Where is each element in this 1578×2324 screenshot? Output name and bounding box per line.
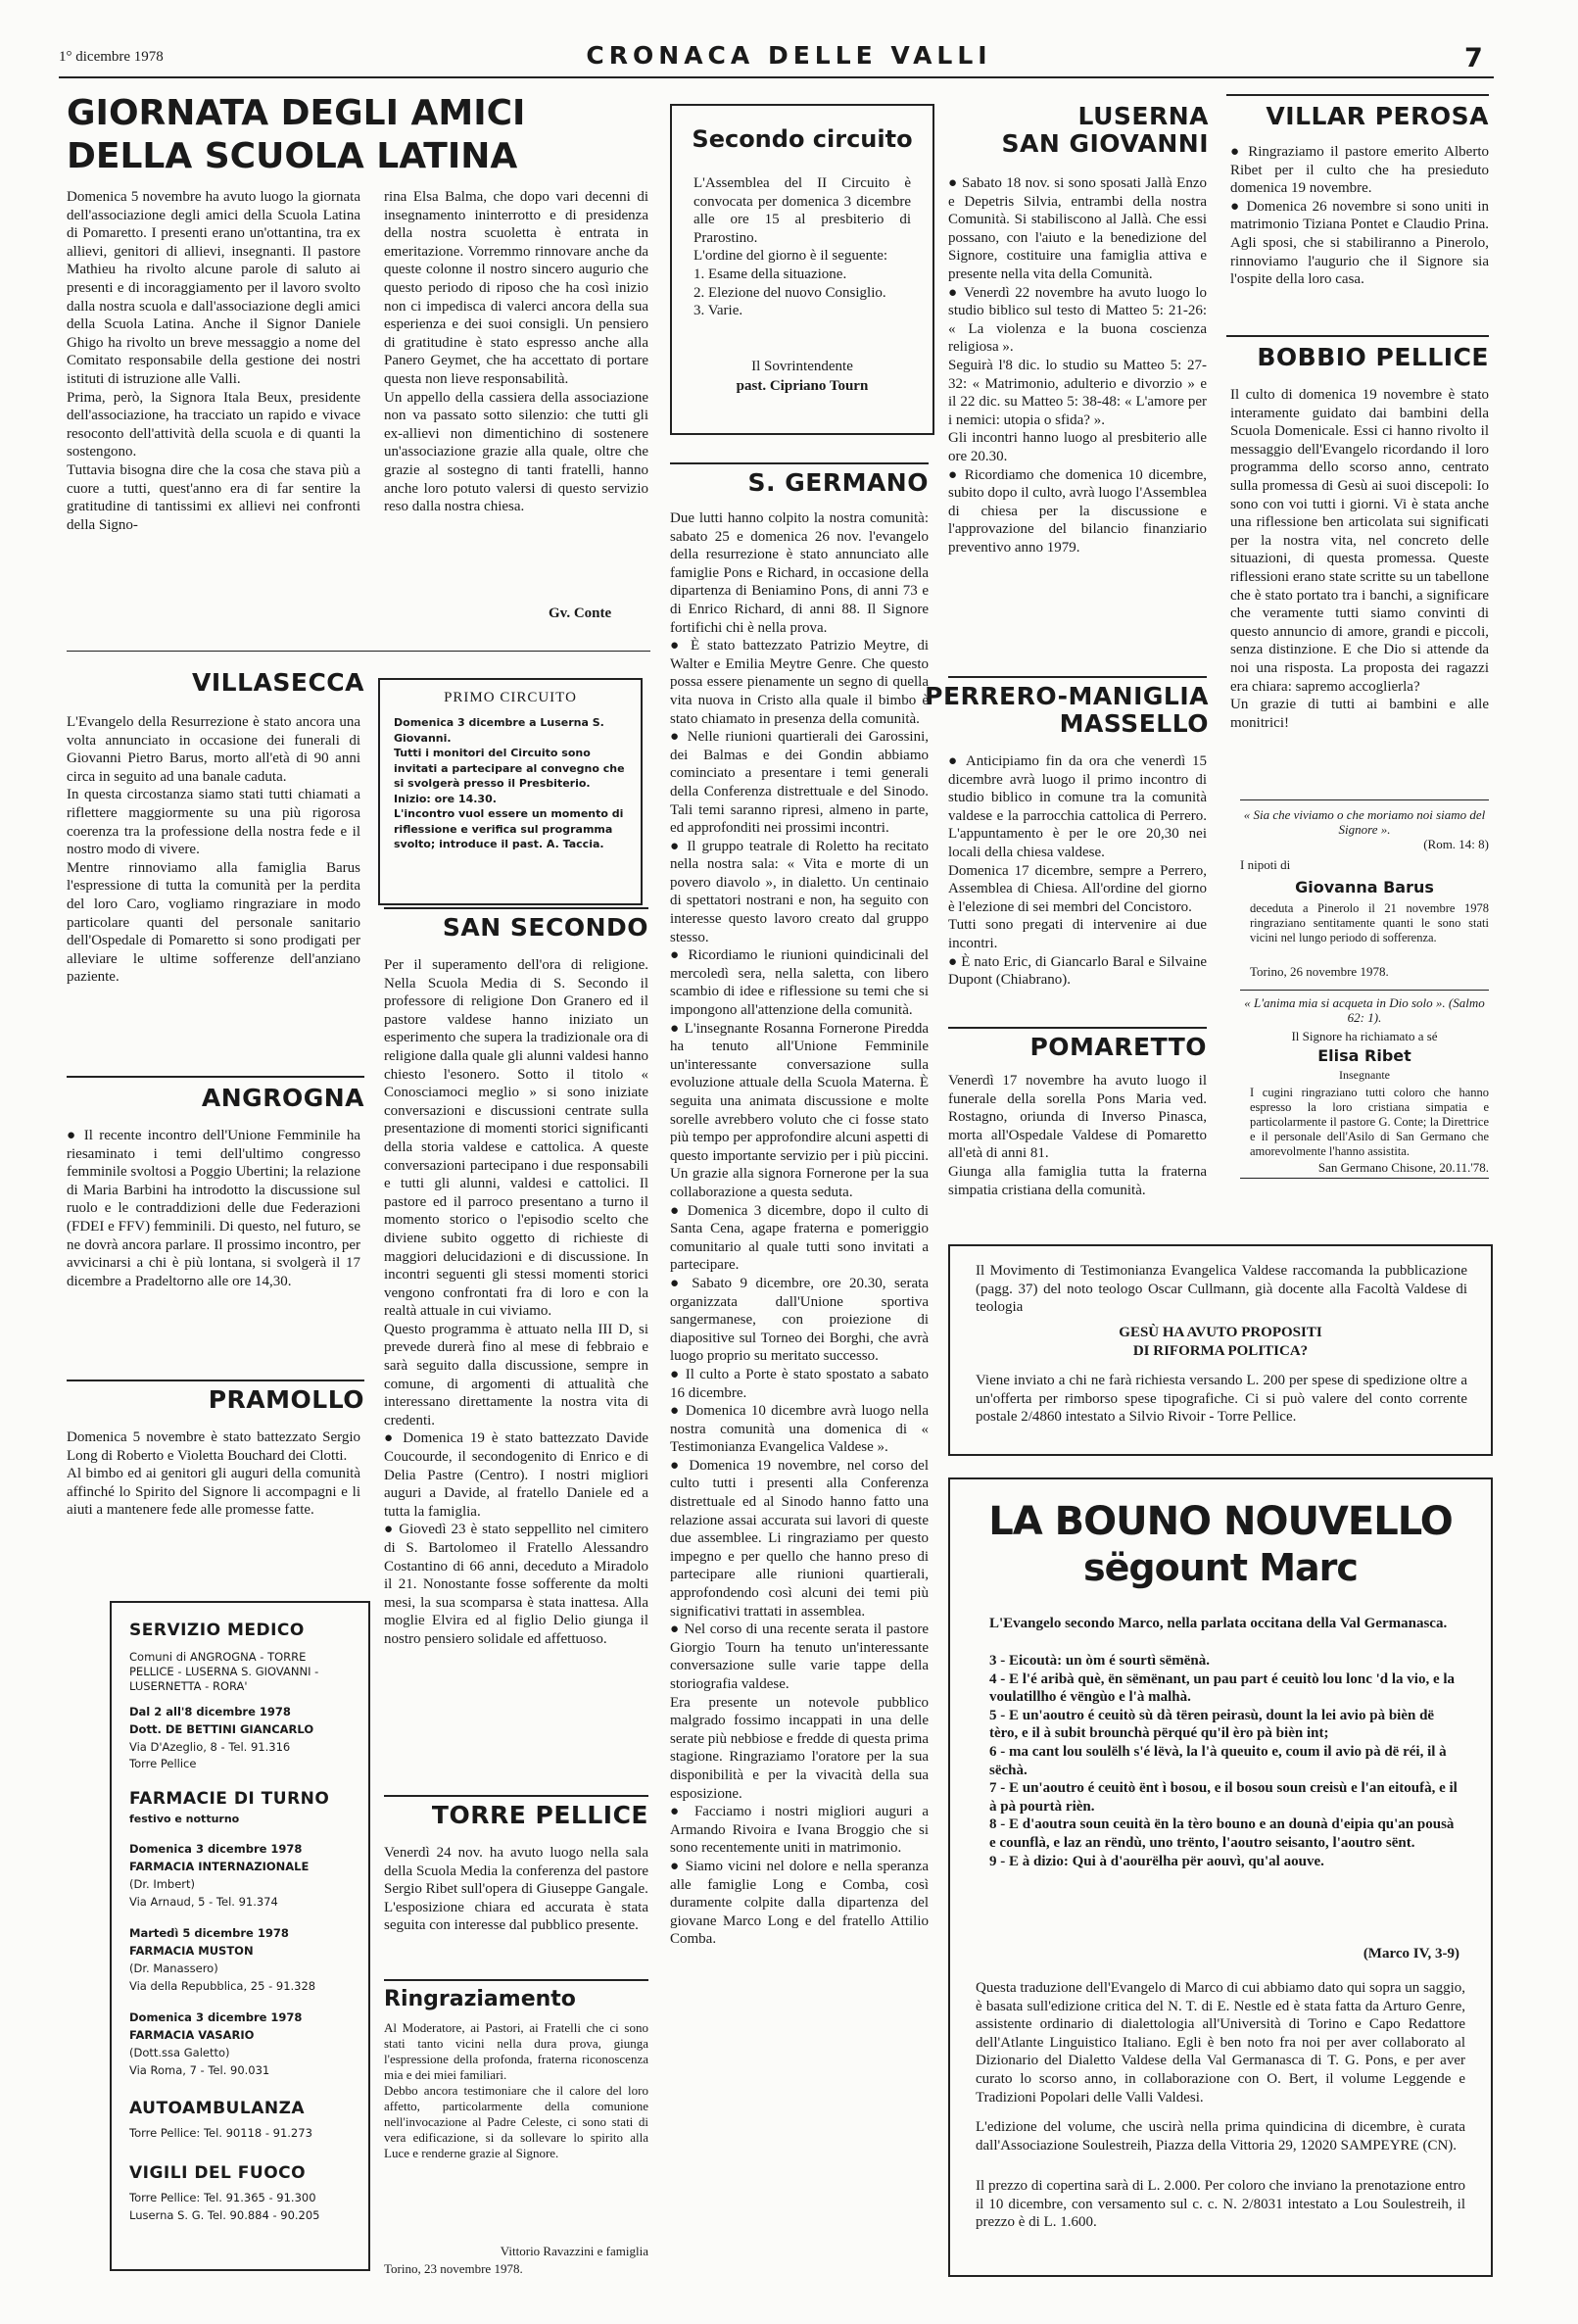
vigili-line-1: Torre Pellice: Tel. 91.365 - 91.300 bbox=[129, 2191, 316, 2204]
primo-circuito-box bbox=[378, 678, 643, 905]
servizio-comuni: Comuni di ANGROGNA - TORRE PELLICE - LUSERNA S. GIOVANNI - LUSERNETTA - RORA' bbox=[129, 1650, 319, 1693]
pramollo-text: Domenica 5 novembre è stato battezzato Sergio Long di Roberto e Violetta Bouchard dei Clotti. Al bimbo ed ai genitori gli auguri della comunità affinché lo Spirito del Signore li accompagni e li aiuti a mantenere fede alle promesse fatte. bbox=[67, 1429, 360, 1519]
perrero-title-1: PERRERO-MANIGLIA bbox=[925, 682, 1209, 710]
primo-circuito-title: PRIMO CIRCUITO bbox=[444, 690, 577, 705]
page-number: 7 bbox=[1464, 43, 1483, 73]
secondo-circuito-title: Secondo circuito bbox=[692, 125, 913, 153]
farm2-date: Martedì 5 dicembre 1978 bbox=[129, 1926, 289, 1940]
villar-title: VILLAR PEROSA bbox=[1266, 102, 1489, 130]
secondo-circuito-sign1: Il Sovrintendente bbox=[751, 359, 853, 374]
latina-bottom-rule bbox=[67, 651, 650, 652]
obit2-text: I cugini ringraziano tutti coloro che hanno espresso la loro cristiana simpatia e particolarmente il pastore G. Conte; la Direttrice e il personale dell'Asilo di San Germano che amorevolmente l'hanno assistita. bbox=[1250, 1086, 1489, 1158]
ringraziamento-title: Ringraziamento bbox=[384, 1987, 576, 2011]
obit1-ref: (Rom. 14: 8) bbox=[1423, 837, 1489, 851]
ringraziamento-rule bbox=[384, 1979, 648, 1981]
obit2-name: Elisa Ribet bbox=[1317, 1046, 1411, 1065]
angrogna-rule bbox=[67, 1076, 364, 1078]
germano-rule bbox=[670, 462, 929, 464]
ringraziamento-text: Al Moderatore, ai Pastori, ai Fratelli che ci sono stati tanto vicini nella dura prova, giunga l'espressione della profonda, fraterna riconoscenza mia e dei miei familiari. Debbo ancora testimoniare che il calore del loro affetto, particolarmente della comunione nell'invocazione al Padre Celeste, ci sono stati di vera edificazione, si da sollevare lo spirito alla Luce e renderne grazie al Signore. bbox=[384, 2020, 648, 2160]
torre-text: Venerdì 24 nov. ha avuto luogo nella sala della Scuola Media la conferenza del pastore Sergio Ribet sull'opera di Giuseppe Gangale. L'esposizione chiara ed accurata è stata seguita con interesse dal pubblico presente. bbox=[384, 1845, 648, 1934]
primo-circuito-text: Domenica 3 dicembre a Luserna S. Giovanni. Tutti i monitori del Circuito sono invitati a partecipare al convegno che si svolgerà presso il Presbiterio. Inizio: ore 14.30. L'incontro vuol essere un momento di riflessione e verifica sul programma svolto; introduce il past. A. Taccia. bbox=[394, 716, 625, 850]
luserna-title-1: LUSERNA bbox=[1077, 102, 1209, 130]
angrogna-title: ANGROGNA bbox=[201, 1084, 364, 1112]
bouno-ref: (Marco IV, 3-9) bbox=[1363, 1946, 1459, 1961]
vigili-line-2: Luserna S. G. Tel. 90.884 - 90.205 bbox=[129, 2208, 320, 2222]
bouno-paragraph-3: Il prezzo di copertina sarà di L. 2.000. Per coloro che inviano la prenotazione entro il 10 dicembre, con versamento sul c. c. N. 2/8031 intestato a Lou Soulestreih, il prezzo è di L. 1.600. bbox=[976, 2178, 1465, 2231]
secondo-rule bbox=[384, 907, 648, 909]
secondo-text: Per il superamento dell'ora di religione. Nella Scuola Media di S. Secondo il professore di religione Don Granero ed il pastore valdese hanno iniziato un esperimento che supera la tradizionale ora di religione dalla quale gli alunni valdesi hanno chiesto l'esonero. Sotto il titolo « Conosciamoci meglio » si sono iniziate conversazioni e discussioni centrate sulla presentazione di momenti storici significanti della storia valdese e cattolica. A queste conversazioni partecipano i due responsabili e tutti gli alunni, valdesi e cattolici. Il pastore ed il parroco presentano a turno il momento storico o l'episodio scelto che diviene subito oggetto di richieste di maggiori delucidazioni e di discussione. In incontri seguenti gli stessi momenti storici vengono confrontati fra di loro e con la realtà attuale in cui viviamo. Questo programma è attuato nella III D, si prevede durerà fino al mese di febbraio e sarà seguito dalla discussione, sempre in comune, di argomenti di attualità che interessano direttamente la nostra vita di credenti. ● Domenica 19 è stato battezzato Davide Coucourde, il secondogenito di Enrico e di Delia Pastre (Centro). I nostri migliori auguri a Davide, al fratello Daniele ed a tutta la famiglia. ● Giovedì 23 è stato seppellito nel cimitero di S. Bartolomeo il Fratello Alessandro Costantino di 66 anni, deceduto a Miradolo il 21. Nonostante fosse sofferente da molti mesi, la sua scomparsa è stata inattesa. Alla moglie Elvira ed al figlio Delio giunga il nostro pensiero solidale ed affettuoso. bbox=[384, 957, 648, 1647]
ringraziamento-place: Torino, 23 novembre 1978. bbox=[384, 2261, 523, 2276]
secondo-circuito-sign2: past. Cipriano Tourn bbox=[736, 378, 869, 394]
vigili-title: VIGILI DEL FUOCO bbox=[129, 2163, 307, 2183]
bobbio-rule bbox=[1226, 335, 1489, 337]
movimento-box bbox=[948, 1244, 1493, 1456]
obit1-place: Torino, 26 novembre 1978. bbox=[1250, 964, 1389, 979]
servizio-dates: Dal 2 all'8 dicembre 1978 bbox=[129, 1705, 291, 1719]
torre-rule bbox=[384, 1795, 648, 1797]
farm3-addr: Via Roma, 7 - Tel. 90.031 bbox=[129, 2063, 270, 2077]
servizio-town: Torre Pellice bbox=[129, 1757, 197, 1770]
farm3-doc: (Dott.ssa Galetto) bbox=[129, 2046, 230, 2059]
perrero-text: ● Anticipiamo fin da ora che venerdì 15 dicembre avrà luogo il primo incontro di studio biblico in comune tra la comunità valdese e la parrocchia cattolica di Perrero. L'appuntamento è per le ore 20,30 nei locali della chiesa valdese. Domenica 17 dicembre, sempre a Perrero, Assemblea di Chiesa. All'ordine del giorno è l'elezione di sei membri del Concistoro. Tutti sono pregati di intervenire ai due incontri. ● È nato Eric, di Giancarlo Baral e Silvaine Dupont (Chiabrano). bbox=[948, 753, 1207, 989]
obit1-nipoti: I nipoti di bbox=[1240, 857, 1291, 872]
bobbio-text: Il culto di domenica 19 novembre è stato interamente guidato dai bambini della Scuola Domenicale. Essi ci hanno rivolto il messaggio dell'Evangelo ricordando il loro programma dello scorso anno, centrato sulla promessa di Gesù ai suoi discepoli: Io sono con voi tutti i giorni. Vi è stata anche una riflessione ben articolata sui significati per la nostra vita, nel concreto delle situazioni, di questa promessa. Queste riflessioni erano state scritte su un tabellone che è stato portato tra i banchi, a significare che veramente tutti siamo convinti di questo annuncio di amore, grandi e piccoli, senza distinzione. E che Dio si attende da noi una risposta. La proposta dei ragazzi era chiara: sapremo accoglierla? Un grazie di tutti ai bambini e alle monitrici! bbox=[1230, 387, 1489, 731]
obit1-name: Giovanna Barus bbox=[1295, 878, 1434, 896]
section-title: CRONACA DELLE VALLI bbox=[586, 41, 992, 70]
obit2-called: Il Signore ha richiamato a sé bbox=[1291, 1029, 1438, 1043]
obit1-verse: « Sia che viviamo o che moriamo noi siamo del Signore ». bbox=[1243, 807, 1486, 837]
bouno-box bbox=[948, 1477, 1493, 2277]
latina-headline-1: GIORNATA DEGLI AMICI bbox=[67, 93, 526, 133]
germano-title: S. GERMANO bbox=[747, 468, 929, 497]
obit2-role: Insegnante bbox=[1339, 1068, 1390, 1082]
perrero-title-2: MASSELLO bbox=[1059, 709, 1209, 738]
farm1-addr: Via Arnaud, 5 - Tel. 91.374 bbox=[129, 1895, 278, 1909]
farmacie-sub: festivo e notturno bbox=[129, 1813, 240, 1825]
ringraziamento-sign: Vittorio Ravazzini e famiglia bbox=[500, 2244, 648, 2258]
header-rule bbox=[59, 76, 1494, 78]
servizio-doctor: Dott. DE BETTINI GIANCARLO bbox=[129, 1722, 314, 1736]
bouno-title-1: LA BOUNO NOUVELLO bbox=[988, 1499, 1453, 1544]
obit-rule-2 bbox=[1240, 990, 1489, 991]
latina-text-col2: rina Elsa Balma, che dopo vari decenni di insegnamento ininterrotto e di presidenza della nostra scuoletta è entrata in emeritazione. Vorremmo rinnovare anche da queste colonne il nostro sincero augurio che questo periodo di riposo che ha così inizio non ci impedisca di valerci ancora della sua esperienza e dei suoi consigli. Un pensiero di gratitudine è stato espresso anche alla Panero Geymet, che ha accettato di portare questa non lieve responsabilità. Un appello della cassiera della associazione non va passato sotto silenzio: che tutti gli ex-allievi non dimentichino di sostenere un'associazione grazie alla quale, oltre che grazie al sostegno di tanti fratelli, hanno anche loro potuto valersi di questo servizio reso dalla nostra chiesa. bbox=[384, 189, 648, 515]
latina-headline-2: DELLA SCUOLA LATINA bbox=[67, 136, 518, 176]
farm2-addr: Via della Repubblica, 25 - 91.328 bbox=[129, 1979, 316, 1993]
ambulanza-title: AUTOAMBULANZA bbox=[129, 2099, 306, 2118]
farmacie-title: FARMACIE DI TURNO bbox=[129, 1789, 330, 1809]
bouno-paragraph-2: L'edizione del volume, che uscirà nella prima quindicina di dicembre, è curata dall'Associazione Soulestreih, Piazza della Vittoria 29, 12020 SAMPEYRE (CN). bbox=[976, 2119, 1465, 2154]
bouno-intro: L'Evangelo secondo Marco, nella parlata occitana della Val Germanasca. bbox=[989, 1616, 1448, 1631]
obit-rule-1 bbox=[1240, 799, 1489, 800]
movimento-text: Viene inviato a chi ne farà richiesta versando L. 200 per spese di spedizione oltre a un'offerta per rimborso spese tipografiche. Ci si può valere del conto corrente postale 2/4860 intestato a Silvio Rivoir - Torre Pellice. bbox=[976, 1373, 1467, 1426]
latina-signature: Gv. Conte bbox=[549, 605, 612, 621]
bouno-paragraph-1: Questa traduzione dell'Evangelo di Marco di cui abbiamo dato qui sopra un saggio, è basata sull'edizione critica del N. T. di E. Nestle ed è stata fatta da Arturo Genre, assistente ordinario di dialettologia all'Università di Torino e Capo Redattore dell'Atlante Linguistico Italiano. Egli è ben noto fra noi per aver collaborato al Dizionario del Dialetto Valdese della Val Germanasca di T. G. Pons, e per aver curato lo scorso anno, in collaborazione con O. Bert, il volume Leggende e Tradizioni Popolari delle Valli Valdesi. bbox=[976, 1980, 1465, 2106]
secondo-title: SAN SECONDO bbox=[442, 913, 648, 942]
servizio-title: SERVIZIO MEDICO bbox=[129, 1621, 305, 1640]
villasecca-text: L'Evangelo della Resurrezione è stato ancora una volta annunciato in occasione dei funerali di Giovanni Pietro Barus, morto all'età di 90 anni circa in seguito ad una banale caduta. In questa circostanza siamo stati tutti chiamati a riflettere maggiormente su una più rigorosa coerenza tra la professione della nostra fede e il nostro modo di vivere. Mentre rinnoviamo alla famiglia Barus l'espressione di tutta la comunità per la perdita del loro Caro, vogliamo ringraziare in modo particolare quanti del personale sanitario dell'Ospedale di Pomaretto si sono prodigati per alleviare le ultime sofferenze dell'anziano paziente. bbox=[67, 714, 360, 986]
villar-rule bbox=[1226, 94, 1489, 96]
ambulanza-text: Torre Pellice: Tel. 90118 - 91.273 bbox=[129, 2126, 312, 2140]
pramollo-rule bbox=[67, 1380, 364, 1381]
luserna-title-2: SAN GIOVANNI bbox=[1001, 129, 1209, 158]
bouno-verses: 3 - Eicoutà: un òm é sourtì sëmënà. 4 - E l'é aribà què, ën sëmënant, un pau part é ceuitò lou lonc 'd la vio, e la voulatillho é vëngùo e l'à malhà. 5 - E un'aoutro é ceuitò sù dà tëren peirasù, dount la lei avio pà bièn dë tèro, e il à subit brounchà përqué qu'il èro pà bièn int; 6 - ma cant lou soulëlh s'é lëvà, la l'à queuito e, coum il avio pà dë réi, il à sëchà. 7 - E un'aoutro é ceuitò ënt ì bosou, e il bosou soun creisù e l'an eitoufà, e il à pà pourtà rièn. 8 - E d'aoutra soun ceuità ën la tèro bouno e an dounà d'eipia qu'an pousà e counflà, e laz an rëndù, uno trënto, l'aoutro seisanto, l'aoutro sënt. 9 - E à dizio: Qui à d'aourëlha për aouvì, qu'al aouve. bbox=[989, 1653, 1458, 1869]
farm3-date: Domenica 3 dicembre 1978 bbox=[129, 2010, 303, 2024]
obit2-verse: « L'anima mia si acqueta in Dio solo ». (Salmo 62: 1). bbox=[1244, 995, 1485, 1025]
secondo-circuito-text: L'Assemblea del II Circuito è convocata per domenica 3 dicembre alle ore 15 al presbiterio di Prarostino. L'ordine del giorno è il seguente: 1. Esame della situazione. 2. Elezione del nuovo Consiglio. 3. Varie. bbox=[693, 175, 911, 319]
servizio-address: Via D'Azeglio, 8 - Tel. 91.316 bbox=[129, 1740, 291, 1754]
farm1-date: Domenica 3 dicembre 1978 bbox=[129, 1842, 303, 1856]
latina-text-col1: Domenica 5 novembre ha avuto luogo la giornata dell'associazione degli amici della Scuola Latina di Pomaretto. I presenti erano un'ottantina, tra ex allievi, genitori di allievi, insegnanti. Il pastore Mathieu ha rivolto alcune parole di saluto ai presenti e di incoraggiamento per il lavoro svolto dalla nostra scuola e dall'associazione degli amici della Scuola Latina. Anche il Signor Daniele Ghigo ha rivolto un breve messaggio a nome del Comitato responsabile della gestione dei nostri istituti di istruzione alle Valli. Prima, però, la Signora Itala Beux, presidente dell'associazione, ha tracciato un rapido e vivace resoconto dell'attività della scuola e di quanti la sostengono. Tuttavia bisogna dire che la cosa che stava più a cuore a tutti, quest'anno era di far sentire la gratitudine di tantissimi ex allievi nei confronti della Signo- bbox=[67, 189, 360, 533]
pramollo-title: PRAMOLLO bbox=[208, 1385, 364, 1414]
torre-title: TORRE PELLICE bbox=[431, 1801, 648, 1829]
farm1-doc: (Dr. Imbert) bbox=[129, 1877, 196, 1891]
secondo-circuito-box bbox=[670, 104, 934, 435]
bobbio-title: BOBBIO PELLICE bbox=[1257, 343, 1489, 371]
movimento-question-1: GESÙ HA AVUTO PROPOSITI bbox=[1119, 1325, 1322, 1340]
obit-rule-3 bbox=[1240, 1178, 1489, 1179]
pomaretto-rule bbox=[948, 1027, 1207, 1029]
villar-text: ● Ringraziamo il pastore emerito Alberto Ribet per il culto che ha presieduto domenica 19 novembre. ● Domenica 26 novembre si sono uniti in matrimonio Tiziana Pontet e Claudio Prina. Agli sposi, che si stabiliranno a Pinerolo, rinnoviamo l'augurio che il Signore sia l'ospite della loro casa. bbox=[1230, 144, 1489, 288]
bouno-title-2: sëgount Marc bbox=[1083, 1546, 1358, 1589]
pomaretto-title: POMARETTO bbox=[1029, 1033, 1207, 1061]
luserna-text: ● Sabato 18 nov. si sono sposati Jallà Enzo e Depetris Silvia, entrambi della nostra Comunità. Si stabiliscono al Jallà. Che essi possano, con l'aiuto e la benedizione del Signore, costituire una famiglia attiva e presente nella vita della Comunità. ● Venerdì 22 novembre ha avuto luogo lo studio biblico sul testo di Matteo 5: 21-26: « La violenza e la buona coscienza religiosa ». Seguirà l'8 dic. lo studio su Matteo 5: 27-32: « Matrimonio, adulterio e divorzio » e il 22 dic. su Matteo 5: 38-48: « L'amore per i nemici: utopia o sfida? ». Gli incontri hanno luogo al presbiterio alle ore 20.30. ● Ricordiamo che domenica 10 dicembre, subito dopo il culto, avrà luogo l'Assemblea di chiesa per la discussione e l'approvazione del bilancio finanziario preventivo anno 1979. bbox=[948, 175, 1207, 556]
obit1-text: deceduta a Pinerolo il 21 novembre 1978 ringraziano sentitamente quanti le sono stati vicini nel lungo periodo di sofferenza. bbox=[1250, 901, 1489, 944]
farm1-name: FARMACIA INTERNAZIONALE bbox=[129, 1860, 310, 1873]
farm3-name: FARMACIA VASARIO bbox=[129, 2028, 255, 2042]
perrero-rule bbox=[948, 676, 1207, 678]
movimento-question-2: DI RIFORMA POLITICA? bbox=[1132, 1343, 1309, 1359]
obit2-place: San Germano Chisone, 20.11.'78. bbox=[1317, 1160, 1489, 1175]
issue-date: 1° dicembre 1978 bbox=[59, 49, 164, 65]
servizio-medico-box bbox=[110, 1601, 370, 2271]
movimento-intro: Il Movimento di Testimonianza Evangelica Valdese raccomanda la pubblicazione (pagg. 37) del noto teologo Oscar Cullmann, già docente alla Facoltà Valdese di teologia bbox=[976, 1263, 1467, 1316]
pomaretto-text: Venerdì 17 novembre ha avuto luogo il funerale della sorella Pons Maria ved. Rostagno, oriunda di Inverso Pinasca, morta all'Ospedale Valdese di Pomaretto all'età di anni 81. Giunga alla famiglia tutta la fraterna simpatia cristiana della comunità. bbox=[948, 1073, 1207, 1198]
farm2-name: FARMACIA MUSTON bbox=[129, 1944, 254, 1958]
farm2-doc: (Dr. Manassero) bbox=[129, 1961, 218, 1975]
germano-text: Due lutti hanno colpito la nostra comunità: sabato 25 e domenica 26 nov. l'evangelo della resurrezione è stato annunciato alle famiglie Pons e Richard, in occasione della dipartenza di Beniamino Pons, di anni 73 e di Enrico Richard, di anni 88. Il Signore fortifichi chi è nella prova. ● È stato battezzato Patrizio Meytre, di Walter e Emilia Meytre Genre. Che questo possa essere pienamente un segno di quella vita nuova in Cristo alla quale il bimbo è stato chiamato in presenza della comunità. ● Nelle riunioni quartierali dei Garossini, dei Balmas e dei Gondin abbiamo cominciato a presentare i temi generali della Conferenza distrettuale e del Sinodo. Tali temi saranno ripresi, almeno in parte, ed approfonditi nei prossimi incontri. ● Il gruppo teatrale di Roletto ha recitato nella nostra sala: « Vita e morte di un povero diavolo », in dialetto. Un centinaio di spettatori nostrani e non, ha seguito con interesse questo lavoro creato dal gruppo stesso. ● Ricordiamo le riunioni quindicinali del mercoledì sera, nella saletta, con libero scambio di idee e riflessione su temi che si impongono all'attenzione della comunità. ● L'insegnante Rosanna Fornerone Piredda ha tenuto all'Unione Femminile un'interessante conversazione sulla evoluzione attuale della Scuola Materna. È seguita una animata discussione e molte sorelle avrebbero voluto che ci fosse stato più tempo per approfondire alcuni aspetti di questo importante servizio per i più piccini. Un grazie alla signora Fornerone per la sua collaborazione a questa seduta. ● Domenica 3 dicembre, dopo il culto di Santa Cena, agape fraterna e pomeriggio comunitario al quale tutti sono invitati a partecipare. ● Sabato 9 dicembre, ore 20.30, serata organizzata dall'Unione sportiva sangermanese, con proiezione di diapositive sul Torneo dei Borghi, che avrà luogo proprio su meritato successo. ● Il culto a Porte è stato spostato a sabato 16 dicembre. ● Domenica 10 dicembre avrà luogo nella nostra comunità una domenica di « Testimonianza Evangelica Valdese ». ● Domenica 19 novembre, nel corso del culto tutti i presenti alla Conferenza distrettuale ed al Sinodo hanno fatto una relazione assai accurata sui lavori di queste due assemblee. Li ringraziamo per questo impegno e per quello che hanno preso di partecipare alle riunioni quartierali, approfondendo così alcuni dei temi più significativi trattati in assemblea. ● Nel corso di una recente serata il pastore Giorgio Tourn ha tenuto un'interessante conversazione sulle varie tappe della storiografia valdese. Era presente un notevole pubblico malgrado fossimo incappati in una delle serate più nebbiose e fredde di questa prima stagione. Ringraziamo l'oratore per la sua disponibilità e per la vivacità della sua esposizione. ● Facciamo i nostri migliori auguri a Armando Rivoira e Ivana Broggio che si sono recentemente uniti in matrimonio. ● Siamo vicini nel dolore e nella speranza alle famiglie Long e Comba, così duramente colpite dalla dipartenza del giovane Marco Long e del fratello Attilio Comba. bbox=[670, 510, 929, 1948]
angrogna-text: ● Il recente incontro dell'Unione Femminile ha riesaminato i temi dell'ultimo congresso femminile svoltosi a Poggio Ubertini; la relazione di Maria Barbini ha introdotto la discussione sul ruolo e le contraddizioni delle due Federazioni (FDEI e FFV) femminili. Di questo, nel futuro, se ne dovrà ancora parlare. Il prossimo incontro, per avvicinarsi a chi è più lontana, si svolgerà il 17 dicembre a Pradeltorno alle ore 14,30. bbox=[67, 1128, 360, 1289]
villasecca-title: VILLASECCA bbox=[192, 668, 364, 697]
